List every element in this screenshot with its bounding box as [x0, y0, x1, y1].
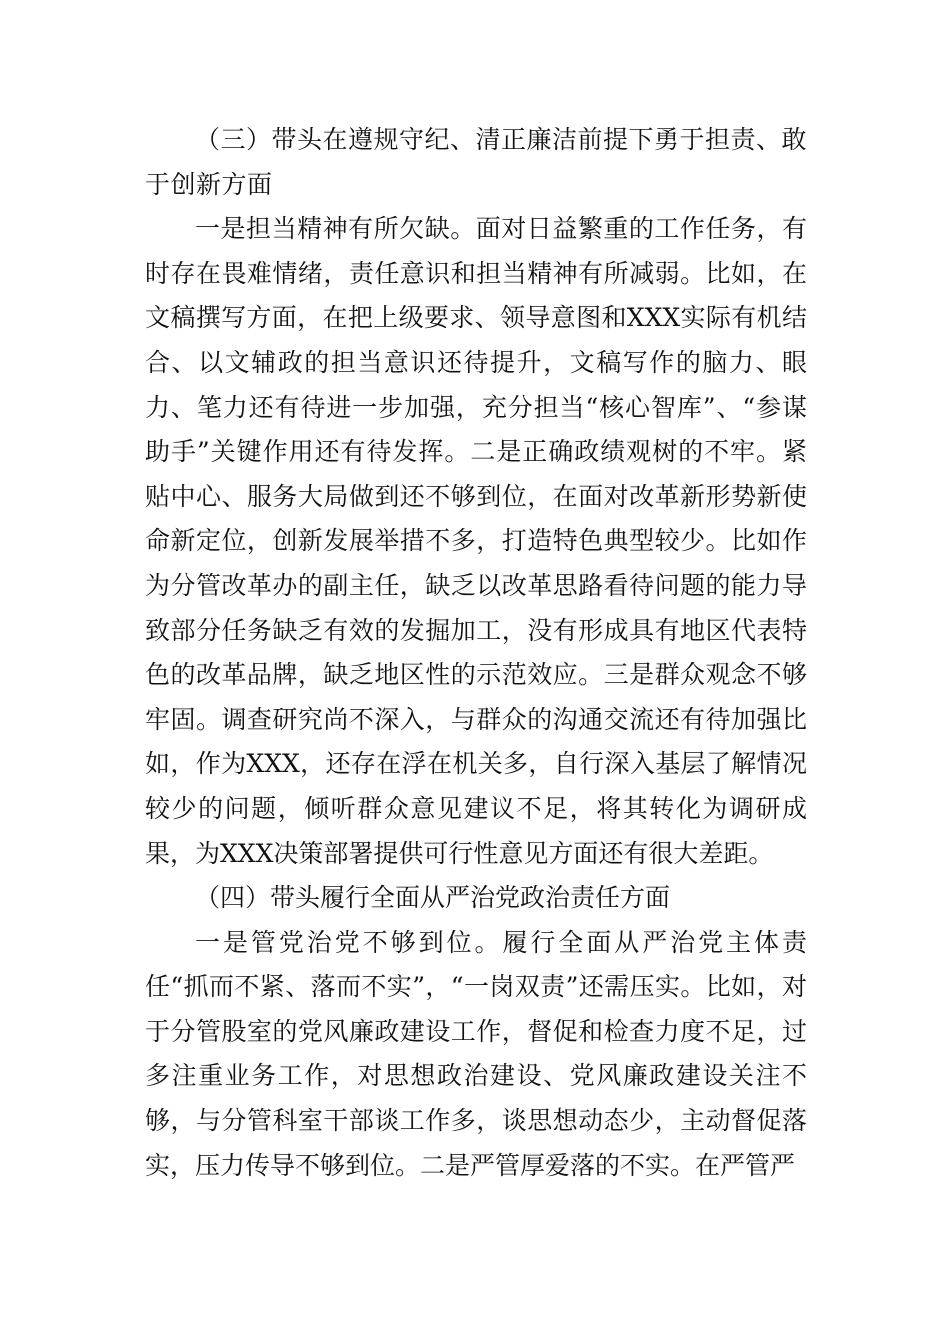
- section-four-paragraph: 一是管党治党不够到位。履行全面从严治党主体责任“抓而不紧、落而不实”，“一岗双责”还需压实。比如，对于分管股室的党风廉政建设工作，督促和检查力度不足，过多注重业务工作，对思想政治建设、党风廉政建设关注不够，与分管科室干部谈工作多，谈思想动态少，主动督促落实，压力传导不够到位。二是严管厚爱落的不实。在严管严: [145, 927, 807, 1180]
- section-four-heading: （四）带头履行全面从严治党政治责任方面: [195, 883, 671, 913]
- document-body: [145, 118, 807, 1188]
- section-three-heading: （三）带头在遵规守纪、清正廉洁前提下勇于担责、敢于创新方面: [145, 125, 808, 199]
- section-three-paragraph: 一是担当精神有所欠缺。面对日益繁重的工作任务，有时存在畏难情绪，责任意识和担当精神有所减弱。比如，在文稿撰写方面，在把上级要求、领导意图和XXX实际有机结合、以文辅政的担当意识还待提升，文稿写作的脑力、眼力、笔力还有待进一步加强，充分担当“核心智库”、“参谋助手”关键作用还有待发挥。二是正确政绩观树的不牢。紧贴中心、服务大局做到还不够到位，在面对改革新形势新使命新定位，创新发展举措不多，打造特色典型较少。比如作为分管改革办的副主任，缺乏以改革思路看待问题的能力导致部分任务缺乏有效的发掘加工，没有形成具有地区代表特色的改革品牌，缺乏地区性的示范效应。三是群众观念不够牢固。调查研究尚不深入，与群众的沟通交流还有待加强比如，作为XXX，还存在浮在机关多，自行深入基层了解情况较少的问题，倾听群众意见建议不足，将其转化为调研成果，为XXX决策部署提供可行性意见方面还有很大差距。: [145, 214, 807, 868]
